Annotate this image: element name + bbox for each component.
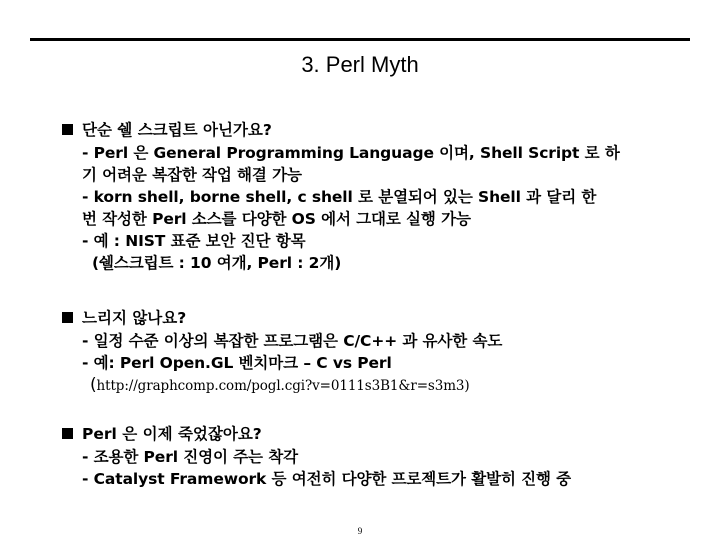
slide-title: 3. Perl Myth xyxy=(301,52,419,77)
body-line: - Catalyst Framework 등 여전히 다양한 프로젝트가 활발히 진행 중 xyxy=(82,470,572,488)
body-line: - korn shell, borne shell, c shell 로 분열되어 있는 Shell 과 달리 한 xyxy=(82,188,597,206)
benchmark-url-line xyxy=(82,374,702,396)
section-heading: Perl 은 이제 죽었잖아요? xyxy=(82,425,262,443)
section-body xyxy=(82,142,702,274)
section-heading-row xyxy=(62,422,702,446)
top-rule xyxy=(30,38,690,41)
body-line: - 조용한 Perl 진영이 주는 착각 xyxy=(82,448,298,466)
body-line: 번 작성한 Perl 소스를 다양한 OS 에서 그대로 실행 가능 xyxy=(82,210,471,228)
url-open-paren: ( xyxy=(90,375,97,395)
body-line: - Perl 은 General Programming Language 이며, Shell Script 로 하 xyxy=(82,144,620,162)
section-heading-row xyxy=(62,306,702,330)
body-line: - 예 : NIST 표준 보안 진단 항목 xyxy=(82,232,306,250)
body-line: - 일정 수준 이상의 복잡한 프로그램은 C/C++ 과 유사한 속도 xyxy=(82,332,503,350)
body-line: (쉘스크립트 : 10 여개, Perl : 2개) xyxy=(92,254,342,272)
section-heading: 단순 쉘 스크립트 아닌가요? xyxy=(82,121,272,139)
section-simple-shell-script xyxy=(62,118,702,274)
page-number: 9 xyxy=(357,526,363,536)
body-line: - 예: Perl Open.GL 벤치마크 – C vs Perl xyxy=(82,354,392,372)
body-line: 기 어려운 복잡한 작업 해결 가능 xyxy=(82,166,302,184)
section-body xyxy=(82,330,702,396)
benchmark-url-link[interactable]: http://graphcomp.com/pogl.cgi?v=0111s3B1&r=s3m3) xyxy=(96,378,470,394)
section-perl-dead xyxy=(62,422,702,490)
square-bullet-icon xyxy=(62,312,73,323)
square-bullet-icon xyxy=(62,428,73,439)
section-body xyxy=(82,446,702,490)
section-heading-row xyxy=(62,118,702,142)
section-not-slow xyxy=(62,306,702,396)
section-heading: 느리지 않나요? xyxy=(82,309,187,327)
square-bullet-icon xyxy=(62,124,73,135)
